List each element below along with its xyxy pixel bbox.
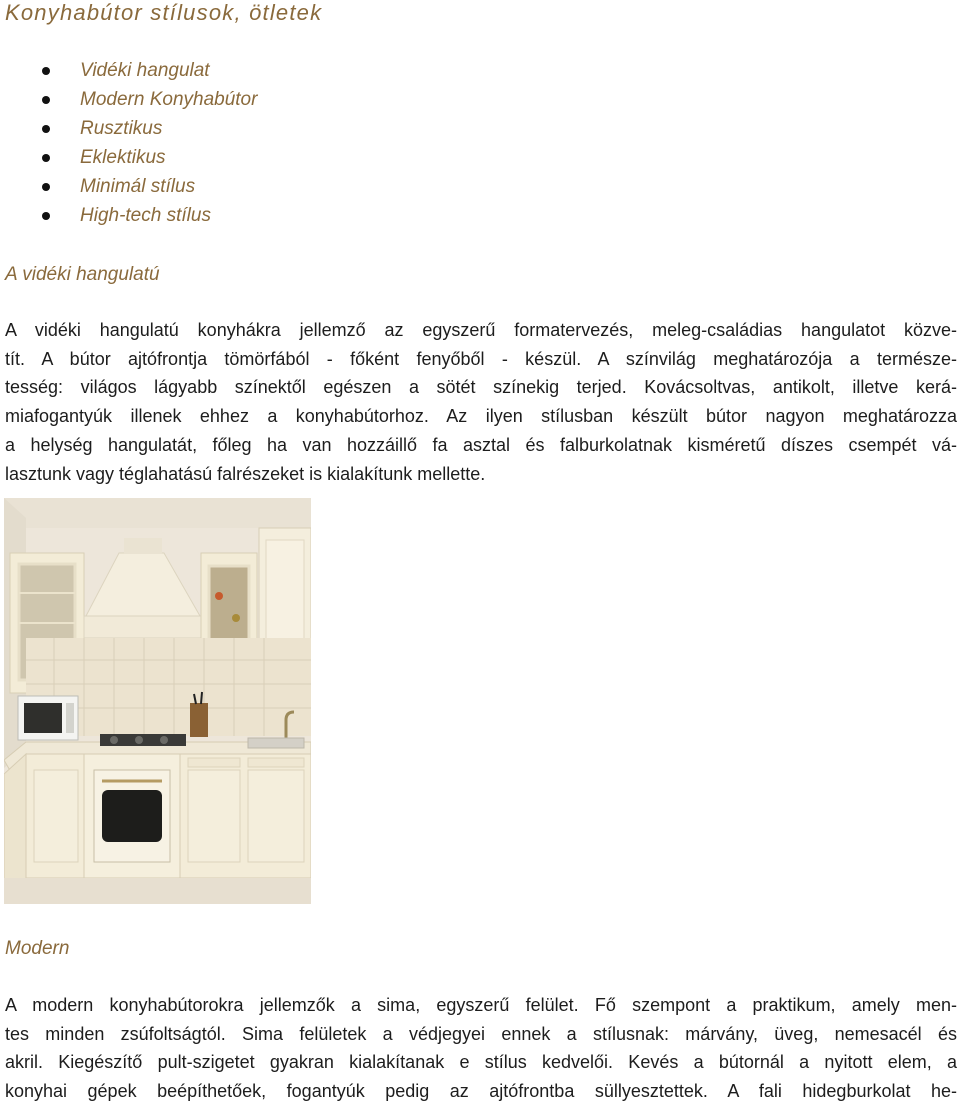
- list-item[interactable]: Vidéki hangulat: [38, 56, 257, 85]
- style-list: [38, 56, 257, 230]
- paragraph-line: akril. Kiegészítő pult-szigetet gyakran kialakítanak e stílus kedvelői. Kevés a bútornál a nyitott elem, a: [5, 1052, 957, 1073]
- paragraph-line: A modern konyhabútorokra jellemzők a sima, egyszerű felület. Fő szempont a praktikum, amely men-: [5, 995, 957, 1015]
- section-heading-modern: Modern: [5, 938, 70, 959]
- list-item[interactable]: High-tech stílus: [38, 201, 257, 230]
- list-item[interactable]: Eklektikus: [38, 143, 257, 172]
- paragraph-line: tes minden zsúfoltságtól. Sima felületek a védjegyei ennek a stílusnak: márvány, üveg, nemesacél és: [5, 1023, 957, 1044]
- paragraph-line: miafogantyúk illenek ehhez a konyhabútorhoz. Az ilyen stílusban készült bútor nagyon meghatározza: [5, 406, 957, 427]
- bullet-icon: [42, 183, 50, 191]
- kitchen-photo: [4, 498, 311, 904]
- page-title: Konyhabútor stílusok, ötletek: [5, 0, 323, 25]
- paragraph-line: a helység hangulatát, főleg ha van hozzáillő fa asztal és falburkolatnak kisméretű díszes csempét vá-: [5, 434, 957, 455]
- list-item[interactable]: Modern Konyhabútor: [38, 85, 257, 114]
- list-item[interactable]: Minimál stílus: [38, 172, 257, 201]
- section-paragraph-rural: [5, 316, 957, 488]
- bullet-icon: [42, 96, 50, 104]
- bullet-icon: [42, 67, 50, 75]
- paragraph-line: tesség: világos lágyabb színektől egészen a sötét színekig terjed. Kovácsoltvas, antikolt, illetve kerá-: [5, 377, 957, 398]
- section-heading-rural: A vidéki hangulatú: [5, 264, 160, 285]
- paragraph-line: tít. A bútor ajtófrontja tömörfából - főként fenyőből - készül. A színvilág meghatározója a természe-: [5, 348, 957, 369]
- bullet-icon: [42, 154, 50, 162]
- paragraph-line: A vidéki hangulatú konyhákra jellemző az egyszerű formatervezés, meleg-családias hangulatot közve-: [5, 320, 957, 340]
- section-paragraph-modern: [5, 991, 957, 1106]
- bullet-icon: [42, 212, 50, 220]
- paragraph-line: konyhai gépek beépíthetőek, fogantyúk pedig az ajtófrontba süllyesztettek. A fali hidegburkolat he-: [5, 1081, 957, 1102]
- paragraph-line: lasztunk vagy téglahatású falrészeket is kialakítunk mellette.: [5, 463, 486, 484]
- bullet-icon: [42, 125, 50, 133]
- list-item[interactable]: Rusztikus: [38, 114, 257, 143]
